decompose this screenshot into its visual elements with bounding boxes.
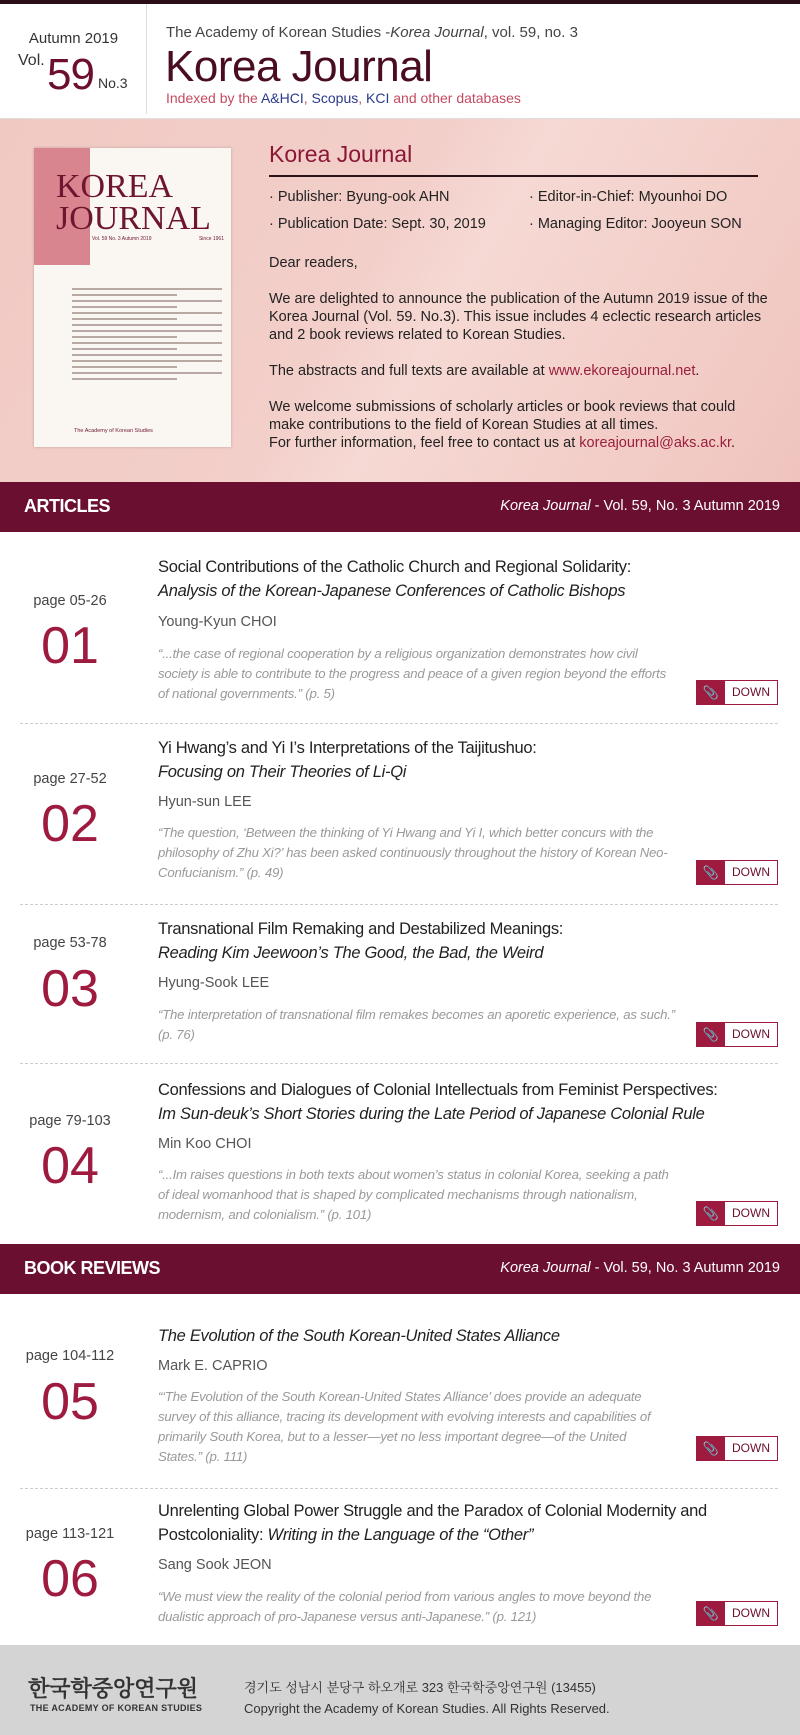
issue-info: - Vol. 59, No. 3 Autumn 2019 (590, 1260, 780, 1276)
download-label: DOWN (732, 1606, 770, 1620)
intro-title: Korea Journal (269, 141, 413, 167)
cover-title-k: KOREA (56, 168, 174, 205)
review-number: 06 (41, 1550, 99, 1608)
article-title-main: Social Contributions of the Catholic Church and Regional Solidarity: (158, 558, 632, 576)
email-link[interactable]: koreajournal@aks.ac.kr (579, 435, 732, 451)
download-label: DOWN (732, 1027, 770, 1041)
intro-section (0, 119, 800, 482)
paperclip-icon: 📎 (697, 861, 725, 884)
articles-issue-info (500, 498, 780, 514)
articles-title: ARTICLES (24, 496, 110, 516)
page-range: page 79-103 (29, 1113, 111, 1129)
download-label: DOWN (732, 685, 770, 699)
article-number: 03 (41, 960, 99, 1018)
website-link[interactable]: www.ekoreajournal.net (548, 363, 696, 379)
paperclip-icon: 📎 (697, 1437, 725, 1460)
article-entry (0, 1064, 800, 1244)
article-title[interactable] (158, 1078, 718, 1126)
journal-cover-image (34, 148, 231, 447)
review-quote: “‘The Evolution of the South Korean-United States Alliance’ does provide an adequate survey of this alliance, tracing its development with evolving interests and capabilities of primarily South Korea, but to a lesser—yet no less important degree—of the United States.” (p. 111) (158, 1389, 651, 1464)
paperclip-icon: 📎 (697, 1202, 725, 1225)
page-range: page 113-121 (25, 1526, 115, 1542)
article-number: 02 (41, 795, 99, 853)
footer (0, 1645, 800, 1735)
download-button[interactable] (696, 1022, 778, 1047)
article-entry (0, 905, 800, 1063)
download-button[interactable] (696, 680, 778, 705)
article-title-main: Transnational Film Remaking and Destabilized Meanings: (158, 920, 564, 938)
indexed-prefix: Indexed by the (166, 90, 261, 106)
article-title[interactable] (158, 555, 718, 603)
article-author: Min Koo CHOI (158, 1136, 252, 1152)
issue-season: Autumn 2019 (28, 30, 119, 47)
article-quote: “The question, ‘Between the thinking of Yi Hwang and Yi I, which better concurs with the philosophy of Zhu Xi?’ has been asked continuously throughout the history of Korean Neo-Confucianism.” (p. 49) (158, 825, 668, 880)
book-reviews-header (0, 1244, 800, 1294)
article-subtitle: Focusing on Their Theories of Li-Qi (158, 763, 407, 781)
paperclip-icon: 📎 (697, 681, 725, 704)
review-title-main: Unrelenting Global Power Struggle and the Paradox of Colonial Modernity and (158, 1502, 707, 1520)
review-entry (0, 1294, 800, 1488)
letter-paragraph-4 (269, 434, 769, 452)
review-entry (0, 1489, 800, 1645)
issue-info: - Vol. 59, No. 3 Autumn 2019 (590, 498, 780, 514)
download-button[interactable] (696, 1601, 778, 1626)
p2-suffix: . (695, 363, 700, 379)
review-author: Sang Sook JEON (158, 1557, 272, 1573)
letter-paragraph-1: We are delighted to announce the publication of the Autumn 2019 issue of the Korea Journal (Vol. 59. No.3). This issue includes 4 eclectic research articles and 2 book reviews related to Korean Studies. (269, 291, 768, 343)
article-quote: “...the case of regional cooperation by a religious organization demonstrates how civil society is able to contribute to the progress and peace of a given region beyond the efforts of national governments.” (p. 5) (158, 646, 666, 701)
article-author: Hyun-sun LEE (158, 794, 252, 810)
article-author: Hyung-Sook LEE (158, 975, 270, 991)
download-label: DOWN (732, 865, 770, 879)
article-entry (0, 532, 800, 723)
publication-date: · Publication Date: Sept. 30, 2019 (269, 216, 486, 232)
download-button[interactable] (696, 1436, 778, 1461)
p2-prefix: The abstracts and full texts are available at (269, 363, 549, 379)
cover-toc-lines (72, 288, 222, 384)
review-title[interactable] (158, 1324, 718, 1348)
letter-paragraph-2 (269, 362, 769, 380)
greeting: Dear readers, (269, 255, 358, 271)
article-title[interactable] (158, 736, 718, 784)
cover-since: Since 1961 (198, 236, 224, 242)
db-scopus: Scopus (311, 90, 359, 106)
review-title-cont: Postcoloniality: (158, 1526, 268, 1544)
indexed-line (166, 90, 521, 106)
cover-vol: Vol. 59 No. 3 Autumn 2019 (92, 236, 152, 242)
page-range: page 53-78 (33, 935, 107, 951)
article-title-main: Yi Hwang’s and Yi I’s Interpretations of the Taijitushuo: (158, 739, 537, 757)
page-range: page 27-52 (33, 771, 107, 787)
issue-badge (0, 4, 147, 114)
issue-no-label: No.3 (98, 75, 128, 91)
review-quote: “We must view the reality of the colonial period from various angles to move beyond the dualistic approach of pro-Japanese versus anti-Japanese.” (p. 121) (158, 1589, 652, 1624)
issue-vol-number: 59 (47, 50, 94, 99)
article-quote: “...Im raises questions in both texts about women’s status in colonial Korea, seeking a path of ideal womanhood that is shaped by complicated mechanisms through nationalism, modernism, and colonialism.” (p. 101) (158, 1167, 669, 1222)
review-number: 05 (41, 1373, 99, 1431)
db-ahci: A&HCI (260, 90, 304, 106)
article-title-main: Confessions and Dialogues of Colonial Intellectuals from Feminist Perspectives: (158, 1081, 718, 1099)
article-number: 04 (41, 1137, 99, 1195)
journal-name: Korea Journal (500, 1260, 591, 1276)
article-subtitle: Im Sun-deuk’s Short Stories during the Late Period of Japanese Colonial Rule (158, 1105, 705, 1123)
review-title[interactable] (158, 1499, 758, 1547)
download-button[interactable] (696, 1201, 778, 1226)
articles-header (0, 482, 800, 532)
journal-name: Korea Journal (500, 498, 591, 514)
header (0, 0, 800, 119)
letter-body (269, 254, 769, 470)
org-name: The Academy of Korean Studies - (166, 24, 391, 41)
article-title[interactable] (158, 917, 718, 965)
db-sep: , (303, 90, 312, 106)
paperclip-icon: 📎 (697, 1023, 725, 1046)
vol-info: , vol. 59, no. 3 (483, 24, 578, 41)
intro-divider (269, 175, 758, 177)
issue-vol-label: Vol. (18, 52, 45, 69)
reviews-issue-info (500, 1260, 780, 1276)
p4-prefix: For further information, feel free to contact us at (269, 435, 580, 451)
download-button[interactable] (696, 860, 778, 885)
cover-footer: The Academy of Korean Studies (74, 428, 153, 434)
article-number: 01 (41, 617, 99, 675)
cover-title-j: JOURNAL (56, 200, 211, 237)
download-label: DOWN (732, 1206, 770, 1220)
letter-paragraph-3: We welcome submissions of scholarly articles or book reviews that could make contributions to the field of Korean Studies at all times. (269, 399, 736, 433)
footer-address: 경기도 성남시 분당구 하오개로 323 한국학중앙연구원 (13455) (244, 1680, 596, 1695)
cover-subline (92, 236, 224, 242)
p4-suffix: . (731, 435, 736, 451)
review-author: Mark E. CAPRIO (158, 1358, 268, 1374)
download-label: DOWN (732, 1441, 770, 1455)
page-range: page 05-26 (33, 593, 107, 609)
editor-in-chief: · Editor-in-Chief: Myounhoi DO (529, 189, 728, 205)
review-title-text: The Evolution of the South Korean-United States Alliance (158, 1327, 560, 1345)
managing-editor: · Managing Editor: Jooyeun SON (529, 216, 742, 232)
aks-logo-korean: 한국학중앙연구원 (28, 1676, 199, 1701)
article-entry (0, 724, 800, 904)
book-reviews-title: BOOK REVIEWS (24, 1258, 161, 1278)
aks-logo-english: THE ACADEMY OF KOREAN STUDIES (30, 1703, 203, 1713)
footer-copyright: Copyright the Academy of Korean Studies. All Rights Reserved. (244, 1701, 610, 1716)
article-subtitle: Analysis of the Korean-Japanese Conferences of Catholic Bishops (158, 582, 626, 600)
paperclip-icon: 📎 (697, 1602, 725, 1625)
publisher: · Publisher: Byung-ook AHN (269, 189, 450, 205)
review-subtitle: Writing in the Language of the “Other” (267, 1526, 534, 1544)
db-sep: , (358, 90, 367, 106)
article-author: Young-Kyun CHOI (158, 614, 277, 630)
page-range: page 104-112 (25, 1348, 115, 1364)
journal-name: Korea Journal (390, 24, 484, 41)
db-kci: KCI (366, 90, 390, 106)
article-quote: “The interpretation of transnational film remakes becomes an aporetic experience, as such.” (p. 76) (158, 1007, 675, 1042)
header-publisher-line (166, 24, 578, 41)
indexed-suffix: and other databases (389, 90, 521, 106)
page-title: Korea Journal (165, 42, 433, 91)
article-subtitle: Reading Kim Jeewoon’s The Good, the Bad, the Weird (158, 944, 544, 962)
